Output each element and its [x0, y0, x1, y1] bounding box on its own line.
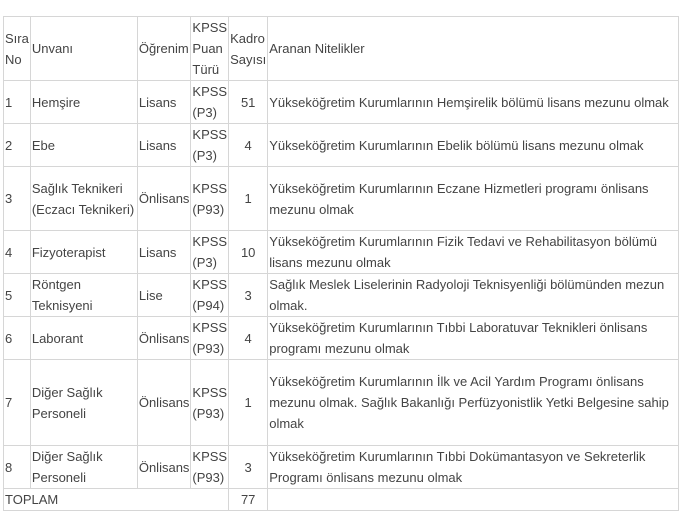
row-title: Röntgen Teknisyeni [30, 274, 137, 317]
row-requirements: Yükseköğretim Kurumlarının Eczane Hizmetleri programı önlisans mezunu olmak [268, 167, 679, 231]
total-empty [268, 489, 679, 511]
row-count: 1 [229, 167, 268, 231]
row-count: 10 [229, 231, 268, 274]
row-no: 3 [4, 167, 31, 231]
row-kpss: KPSS (P3) [191, 81, 229, 124]
table-row [4, 124, 679, 167]
row-kpss: KPSS (P93) [191, 360, 229, 446]
row-no: 8 [4, 446, 31, 489]
row-education: Lisans [137, 231, 191, 274]
row-requirements: Yükseköğretim Kurumlarının Tıbbi Laboratuvar Teknikleri önlisans programı mezunu olmak [268, 317, 679, 360]
row-no: 6 [4, 317, 31, 360]
row-no: 4 [4, 231, 31, 274]
row-no: 1 [4, 81, 31, 124]
header-title: Unvanı [30, 17, 137, 81]
row-count: 3 [229, 274, 268, 317]
row-count: 51 [229, 81, 268, 124]
row-title: Diğer Sağlık Personeli [30, 446, 137, 489]
row-education: Önlisans [137, 360, 191, 446]
header-education: Öğrenim [137, 17, 191, 81]
row-kpss: KPSS (P3) [191, 124, 229, 167]
total-label: TOPLAM [4, 489, 229, 511]
table-row [4, 360, 679, 446]
header-row [4, 17, 679, 81]
table-row [4, 274, 679, 317]
row-education: Lisans [137, 124, 191, 167]
row-kpss: KPSS (P93) [191, 167, 229, 231]
row-count: 4 [229, 317, 268, 360]
header-requirements: Aranan Nitelikler [268, 17, 679, 81]
table-row [4, 167, 679, 231]
row-no: 2 [4, 124, 31, 167]
row-education: Lisans [137, 81, 191, 124]
table-row [4, 446, 679, 489]
row-kpss: KPSS (P93) [191, 317, 229, 360]
row-title: Ebe [30, 124, 137, 167]
table-row [4, 231, 679, 274]
row-education: Lise [137, 274, 191, 317]
row-education: Önlisans [137, 317, 191, 360]
row-requirements: Yükseköğretim Kurumlarının Tıbbi Dokümantasyon ve Sekreterlik Programı önlisans mezunu olmak [268, 446, 679, 489]
header-kpss: KPSS Puan Türü [191, 17, 229, 81]
row-requirements: Yükseköğretim Kurumlarının Hemşirelik bölümü lisans mezunu olmak [268, 81, 679, 124]
row-title: Diğer Sağlık Personeli [30, 360, 137, 446]
row-kpss: KPSS (P94) [191, 274, 229, 317]
table-row [4, 81, 679, 124]
row-requirements: Yükseköğretim Kurumlarının Fizik Tedavi ve Rehabilitasyon bölümü lisans mezunu olmak [268, 231, 679, 274]
row-title: Laborant [30, 317, 137, 360]
row-requirements: Yükseköğretim Kurumlarının Ebelik bölümü lisans mezunu olmak [268, 124, 679, 167]
row-count: 1 [229, 360, 268, 446]
row-title: Fizyoterapist [30, 231, 137, 274]
row-count: 4 [229, 124, 268, 167]
row-kpss: KPSS (P3) [191, 231, 229, 274]
row-requirements: Sağlık Meslek Liselerinin Radyoloji Teknisyenliği bölümünden mezun olmak. [268, 274, 679, 317]
table-row [4, 317, 679, 360]
row-no: 7 [4, 360, 31, 446]
row-kpss: KPSS (P93) [191, 446, 229, 489]
header-no: Sıra No [4, 17, 31, 81]
total-count: 77 [229, 489, 268, 511]
header-count: Kadro Sayısı [229, 17, 268, 81]
row-count: 3 [229, 446, 268, 489]
row-education: Önlisans [137, 446, 191, 489]
row-title: Sağlık Teknikeri (Eczacı Teknikeri) [30, 167, 137, 231]
row-title: Hemşire [30, 81, 137, 124]
staff-table [3, 16, 679, 511]
row-no: 5 [4, 274, 31, 317]
row-requirements: Yükseköğretim Kurumlarının İlk ve Acil Yardım Programı önlisans mezunu olmak. Sağlık Bakanlığı Perfüzyonistlik Yetki Belgesine sahip olmak [268, 360, 679, 446]
row-education: Önlisans [137, 167, 191, 231]
total-row [4, 489, 679, 511]
